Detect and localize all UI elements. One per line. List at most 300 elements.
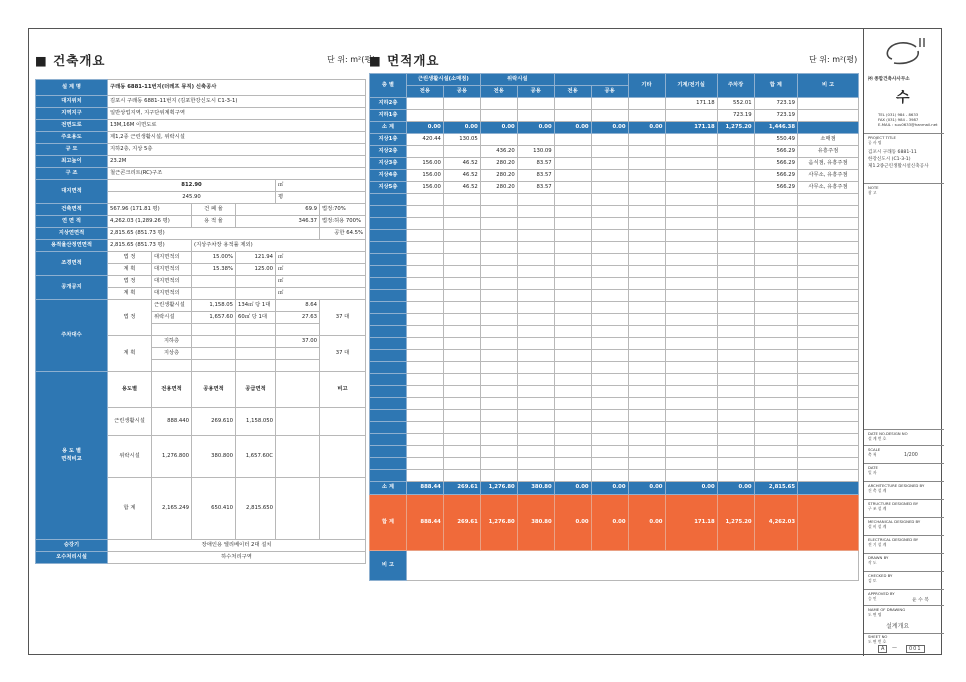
value-above-ground-gfa: 2,815.65 (851.73 평) xyxy=(108,228,320,240)
area-floor-note xyxy=(798,110,859,122)
area-cell: 552.01 xyxy=(717,98,754,110)
area-cell: 280.20 xyxy=(480,170,517,182)
value-above-ground-extra: 공한 64.5% xyxy=(320,228,366,240)
legal-floor-area-ratio: 법정:허용 700% xyxy=(320,216,366,228)
drawing-name: 설계개요 xyxy=(886,623,910,630)
tb-divider xyxy=(864,183,944,184)
header-floor: 층 별 xyxy=(370,74,407,98)
use-area-total-label: 합 계 xyxy=(108,478,152,540)
use-area-row-2-use: 위락시설 xyxy=(108,436,152,478)
area-cell xyxy=(554,134,591,146)
area-total-cell: 171.18 xyxy=(665,495,717,551)
area-total-cell: 0.00 xyxy=(591,495,628,551)
tb-divider xyxy=(864,535,944,536)
area-cell xyxy=(591,134,628,146)
mech-sub: 설 비 설 계 xyxy=(868,524,887,529)
area-cell xyxy=(591,146,628,158)
parking-legal-std-1: 134㎡ 당 1대 xyxy=(236,300,276,312)
use-area-row-2-common: 380.800 xyxy=(192,436,236,478)
area-floor-label: 지상3층 xyxy=(370,158,407,170)
landscape-plan-base: 대지면적의 xyxy=(152,264,192,276)
use-area-row-1-common: 269.610 xyxy=(192,408,236,436)
office-label: ㈜ 종합건축사사무소 xyxy=(868,77,910,82)
sheet-prefix: A xyxy=(878,645,887,653)
office-tel: TEL (031) 984 - 8633 xyxy=(878,112,919,117)
area-cell xyxy=(554,146,591,158)
area-subtotal-cell: 888.44 xyxy=(406,482,443,495)
use-area-header-use: 용도별 xyxy=(108,372,152,408)
design-no-label: DATE NO.DESIGN NO xyxy=(868,431,908,436)
site-area-py-unit: 평 xyxy=(276,192,366,204)
use-area-header-remark: 비고 xyxy=(320,372,366,408)
value-far-gfa: 2,815.65 (851.73 평) xyxy=(108,240,192,252)
area-empty-row xyxy=(370,218,859,230)
parking-legal-std-2: 60㎡ 당 1대 xyxy=(236,312,276,324)
area-empty-row xyxy=(370,470,859,482)
value-elevator: 장애인용 엘리베이터 2대 설치 xyxy=(108,540,366,552)
area-cell: 566.29 xyxy=(754,146,797,158)
header-parking: 주차장 xyxy=(717,74,754,98)
area-cell: 1,275.20 xyxy=(717,122,754,134)
area-cell: 46.52 xyxy=(443,158,480,170)
area-cell xyxy=(717,158,754,170)
area-cell xyxy=(591,182,628,194)
parking-legal-total: 37 대 xyxy=(320,300,366,336)
area-floor-row xyxy=(370,182,859,194)
tb-divider xyxy=(864,589,944,590)
area-cell: 0.00 xyxy=(517,122,554,134)
parking-legal-count-2: 27.63 xyxy=(276,312,320,324)
area-cell: 0.00 xyxy=(628,122,665,134)
area-cell xyxy=(628,170,665,182)
area-cell: 0.00 xyxy=(406,122,443,134)
area-cell xyxy=(406,146,443,158)
area-empty-row xyxy=(370,242,859,254)
parking-legal-use-1: 근린생활시설 xyxy=(152,300,192,312)
label-use-area-comparison xyxy=(36,372,108,540)
note-far-gfa: (지상주차장 용적률 제외) xyxy=(192,240,366,252)
tb-divider xyxy=(864,571,944,572)
label-zone: 지역지구 xyxy=(36,108,108,120)
project-title-sub: 공 사 명 xyxy=(868,140,882,145)
approved-sub: 승 인 xyxy=(868,596,877,601)
area-cell xyxy=(406,110,443,122)
landscape-plan-unit: ㎡ xyxy=(276,264,366,276)
area-subtotal-cell: 0.00 xyxy=(717,482,754,495)
label-coverage-ratio: 건 폐 율 xyxy=(192,204,236,216)
area-cell: 156.00 xyxy=(406,170,443,182)
use-area-row-2-exclusive: 1,276.800 xyxy=(152,436,192,478)
area-floor-label: 지하1층 xyxy=(370,110,407,122)
label-sewage: 오수처리시설 xyxy=(36,552,108,564)
area-cell xyxy=(554,98,591,110)
area-cell xyxy=(480,98,517,110)
parking-plan-use-1: 지하층 xyxy=(152,336,192,348)
parking-plan-total: 37 대 xyxy=(320,336,366,372)
area-cell: 83.57 xyxy=(517,158,554,170)
scale-label: SCALE xyxy=(868,447,881,452)
header-note: 비 고 xyxy=(798,74,859,98)
use-area-header-exclusive: 전용면적 xyxy=(152,372,192,408)
value-floor-area-ratio: 346.37 xyxy=(236,216,320,228)
area-total-cell: 1,276.80 xyxy=(480,495,517,551)
area-cell: 0.00 xyxy=(443,122,480,134)
area-cell xyxy=(443,110,480,122)
area-empty-row xyxy=(370,266,859,278)
area-cell: 130.09 xyxy=(517,146,554,158)
label-project-name: 설 계 명 xyxy=(36,80,108,96)
area-cell xyxy=(717,170,754,182)
tb-divider xyxy=(864,429,944,430)
value-road: 13M,16M 이면도로 xyxy=(108,120,366,132)
parking-plan-use-2: 지상층 xyxy=(152,348,192,360)
area-cell: 723.19 xyxy=(754,98,797,110)
area-empty-row xyxy=(370,446,859,458)
header-sub-5: 전용 xyxy=(554,86,591,98)
struct-sub: 구 조 설 계 xyxy=(868,506,887,511)
label-location: 대지위치 xyxy=(36,96,108,108)
project-line-2: 한강신도시 (C1-3-1) xyxy=(868,157,911,162)
value-coverage-ratio: 69.9 xyxy=(236,204,320,216)
area-empty-row xyxy=(370,422,859,434)
date-sub: 일 자 xyxy=(868,470,877,475)
area-cell: 83.57 xyxy=(517,170,554,182)
label-above-ground-gfa: 지상연면적 xyxy=(36,228,108,240)
tb-divider xyxy=(864,553,944,554)
area-cell: 436.20 xyxy=(480,146,517,158)
checked-sub: 검 토 xyxy=(868,578,877,583)
area-floor-row xyxy=(370,158,859,170)
area-cell: 280.20 xyxy=(480,182,517,194)
building-overview-title: ■ 건축개요 xyxy=(35,53,106,68)
area-cell xyxy=(628,98,665,110)
parking-legal-count-1: 8.64 xyxy=(276,300,320,312)
value-scale: 지하2층, 지상 5층 xyxy=(108,144,366,156)
area-cell: 566.29 xyxy=(754,170,797,182)
area-subtotal-cell: 2,815.65 xyxy=(754,482,797,495)
header-mech: 기계/전기실 xyxy=(665,74,717,98)
area-cell: 280.20 xyxy=(480,158,517,170)
area-floor-label: 지상2층 xyxy=(370,146,407,158)
area-cell: 723.19 xyxy=(717,110,754,122)
area-subtotal-cell: 269.61 xyxy=(443,482,480,495)
label-landscape: 조경면적 xyxy=(36,252,108,276)
header-sub-2: 공용 xyxy=(443,86,480,98)
office-logo-icon xyxy=(864,33,944,73)
area-cell xyxy=(591,98,628,110)
use-area-row-1-supply: 1,158.050 xyxy=(236,408,276,436)
label-height: 최고높이 xyxy=(36,156,108,168)
label-scale: 규 모 xyxy=(36,144,108,156)
area-cell: 566.29 xyxy=(754,182,797,194)
area-cell: 420.44 xyxy=(406,134,443,146)
open-space-legal-unit: ㎡ xyxy=(276,276,366,288)
open-space-plan-unit: ㎡ xyxy=(276,288,366,300)
value-structure: 철근콘크리트(RC)구조 xyxy=(108,168,366,180)
label-open-space: 공개공지 xyxy=(36,276,108,300)
area-floor-row xyxy=(370,110,859,122)
value-project-name: 구래동 6881-11번지(더레프 뮤직) 신축공사 xyxy=(108,80,366,96)
site-area-m2: 812.90 xyxy=(108,180,276,192)
office-fax: FAX (031) 984 - 3987 xyxy=(878,117,919,122)
sheet-number: 001 xyxy=(906,645,925,653)
header-sub-6: 공용 xyxy=(591,86,628,98)
area-cell: 130.05 xyxy=(443,134,480,146)
area-cell xyxy=(480,110,517,122)
area-cell xyxy=(554,110,591,122)
area-floor-label: 지상1층 xyxy=(370,134,407,146)
area-floor-note: 음식점, 유흥주점 xyxy=(798,158,859,170)
area-cell xyxy=(717,146,754,158)
area-empty-row xyxy=(370,194,859,206)
project-line-1: 김포시 구래동 6881-11 xyxy=(868,150,917,155)
label-use: 주요용도 xyxy=(36,132,108,144)
area-cell xyxy=(480,134,517,146)
area-empty-row xyxy=(370,410,859,422)
value-building-area: 567.96 (171.81 평) xyxy=(108,204,192,216)
office-email: E-MAIL : suu0633@hanmail.net xyxy=(878,122,938,127)
area-floor-note: 사무소, 유흥주점 xyxy=(798,170,859,182)
area-empty-row xyxy=(370,326,859,338)
landscape-legal-base: 대지면적의 xyxy=(152,252,192,264)
value-use: 제1,2종 근린생활시설, 위락시설 xyxy=(108,132,366,144)
area-cell xyxy=(628,110,665,122)
label-floor-area-ratio: 용 적 율 xyxy=(192,216,236,228)
header-group-entertainment: 위락시설 xyxy=(480,74,554,86)
project-title-label: PROJECT TITLE xyxy=(868,135,896,140)
area-cell xyxy=(665,158,717,170)
area-cell xyxy=(517,110,554,122)
legal-coverage-ratio: 법정:70% xyxy=(320,204,366,216)
drawing-name-sub: 도 면 명 xyxy=(868,612,882,617)
area-empty-row xyxy=(370,398,859,410)
header-sub-3: 전용 xyxy=(480,86,517,98)
open-space-plan-base: 대지면적의 xyxy=(152,288,192,300)
area-empty-row xyxy=(370,386,859,398)
label-road: 전면도로 xyxy=(36,120,108,132)
area-cell xyxy=(717,182,754,194)
elec-label: ELECTRICAL DESIGNED BY xyxy=(868,537,919,542)
header-sub-4: 공용 xyxy=(517,86,554,98)
area-cell xyxy=(665,170,717,182)
area-total-label: 합 계 xyxy=(370,495,407,551)
value-zone: 일반상업지역, 지구단위계획구역 xyxy=(108,108,366,120)
drawing-sheet xyxy=(28,28,942,655)
approved-label: APPROVED BY xyxy=(868,591,895,596)
area-cell xyxy=(628,158,665,170)
area-cell xyxy=(517,134,554,146)
area-remarks-value xyxy=(406,551,858,581)
use-area-header-common: 공용면적 xyxy=(192,372,236,408)
tb-divider xyxy=(864,481,944,482)
open-space-legal-base: 대지면적의 xyxy=(152,276,192,288)
use-area-label-text: 용 도 별 면적비교 xyxy=(61,448,82,462)
area-empty-row xyxy=(370,434,859,446)
approved-name: 윤 수 복 xyxy=(912,598,929,603)
header-etc: 기타 xyxy=(628,74,665,98)
area-total-cell: 380.80 xyxy=(517,495,554,551)
mech-label: MECHANICAL DESIGNED BY xyxy=(868,519,921,524)
title-block xyxy=(863,29,943,656)
area-cell: 723.19 xyxy=(754,110,797,122)
landscape-plan-value: 125.00 xyxy=(236,264,276,276)
area-cell xyxy=(665,110,717,122)
area-empty-row xyxy=(370,254,859,266)
area-overview-title-text: 면적개요 xyxy=(387,53,440,68)
landscape-plan-pct: 15.38% xyxy=(192,264,236,276)
area-cell: 0.00 xyxy=(554,122,591,134)
area-blank-rows xyxy=(370,194,859,482)
tb-divider xyxy=(864,605,944,606)
parking-legal-area-1: 1,158.05 xyxy=(192,300,236,312)
building-overview-unit: 단 위: m²(평) xyxy=(327,55,376,64)
value-gfa: 4,262.03 (1,289.26 평) xyxy=(108,216,192,228)
note-label: NOTE xyxy=(868,185,879,190)
area-empty-row xyxy=(370,458,859,470)
building-overview-table xyxy=(35,79,366,564)
tb-divider xyxy=(864,133,944,134)
area-subtotal-row xyxy=(370,482,859,495)
area-cell xyxy=(665,134,717,146)
area-cell: 1,446.38 xyxy=(754,122,797,134)
use-area-row-2-supply: 1,657.60C xyxy=(236,436,276,478)
area-total-cell: 269.61 xyxy=(443,495,480,551)
project-line-3: 제1.2종근린생활시설신축공사 xyxy=(868,164,929,169)
scale-sub: 축 척 xyxy=(868,452,877,457)
area-floor-row xyxy=(370,98,859,110)
area-total-row xyxy=(370,495,859,551)
area-floor-note: 사무소, 유흥주점 xyxy=(798,182,859,194)
arch-label: ARCHITECTURE DESIGNED BY xyxy=(868,483,925,488)
label-site-area: 대지면적 xyxy=(36,180,108,204)
tb-divider xyxy=(864,499,944,500)
area-cell: 46.52 xyxy=(443,182,480,194)
header-total: 합 계 xyxy=(754,74,797,98)
area-cell xyxy=(665,146,717,158)
area-empty-row xyxy=(370,338,859,350)
area-cell: 171.18 xyxy=(665,122,717,134)
area-cell xyxy=(406,98,443,110)
area-floor-row xyxy=(370,146,859,158)
area-empty-row xyxy=(370,278,859,290)
tb-divider xyxy=(864,517,944,518)
open-space-plan-kind: 계 획 xyxy=(108,288,152,300)
area-floor-subtotal-row xyxy=(370,122,859,134)
use-area-row-1-use: 근린생활시설 xyxy=(108,408,152,436)
area-cell xyxy=(443,98,480,110)
open-space-legal-kind: 법 정 xyxy=(108,276,152,288)
drawn-label: DRAWN BY xyxy=(868,555,889,560)
area-total-cell: 1,275.20 xyxy=(717,495,754,551)
site-area-py: 245.90 xyxy=(108,192,276,204)
area-subtotal-cell: 0.00 xyxy=(591,482,628,495)
area-cell: 0.00 xyxy=(480,122,517,134)
use-area-total-supply: 2,815.650 xyxy=(236,478,276,540)
area-total-cell: 4,262.03 xyxy=(754,495,797,551)
area-floor-label: 지하2층 xyxy=(370,98,407,110)
area-rows xyxy=(370,98,859,194)
drawing-name-label: NAME OF DRAWING xyxy=(868,607,906,612)
site-area-m2-unit: ㎡ xyxy=(276,180,366,192)
drawn-sub: 작 도 xyxy=(868,560,877,565)
area-cell xyxy=(591,110,628,122)
area-total-cell: 888.44 xyxy=(406,495,443,551)
area-floor-note xyxy=(798,98,859,110)
tb-divider xyxy=(864,463,944,464)
area-cell xyxy=(554,158,591,170)
landscape-legal-unit: ㎡ xyxy=(276,252,366,264)
building-overview-title-text: 건축개요 xyxy=(53,53,106,68)
area-cell: 0.00 xyxy=(591,122,628,134)
area-subtotal-cell: 0.00 xyxy=(665,482,717,495)
area-cell xyxy=(665,182,717,194)
area-empty-row xyxy=(370,314,859,326)
use-area-header-supply: 공급면적 xyxy=(236,372,276,408)
label-elevator: 승강기 xyxy=(36,540,108,552)
struct-label: STRUCTURE DESIGNED BY xyxy=(868,501,919,506)
area-subtotal-cell: 0.00 xyxy=(554,482,591,495)
landscape-legal-value: 121.94 xyxy=(236,252,276,264)
area-cell: 46.52 xyxy=(443,170,480,182)
label-far-gfa: 용적율산정연면적 xyxy=(36,240,108,252)
landscape-plan-kind: 계 획 xyxy=(108,264,152,276)
area-cell xyxy=(517,98,554,110)
parking-plan-count-1: 37.00 xyxy=(276,336,320,348)
area-total-cell: 0.00 xyxy=(628,495,665,551)
area-overview-table xyxy=(369,73,859,581)
area-floor-row xyxy=(370,170,859,182)
area-cell xyxy=(591,170,628,182)
note-sub: 참 고 xyxy=(868,190,877,195)
area-floor-note: 유흥주점 xyxy=(798,146,859,158)
area-cell xyxy=(628,182,665,194)
area-floor-row xyxy=(370,134,859,146)
area-empty-row xyxy=(370,290,859,302)
area-remarks-label: 비 고 xyxy=(370,551,407,581)
use-area-row-1-exclusive: 888.440 xyxy=(152,408,192,436)
area-subtotal-label: 소 계 xyxy=(370,482,407,495)
area-total-cell: 0.00 xyxy=(554,495,591,551)
label-structure: 구 조 xyxy=(36,168,108,180)
label-gfa: 연 면 적 xyxy=(36,216,108,228)
header-group-retail: 근린생활시설(소매점) xyxy=(406,74,480,86)
area-cell: 83.57 xyxy=(517,182,554,194)
use-area-total-exclusive: 2,165.249 xyxy=(152,478,192,540)
design-no-sub: 설 계 번 호 xyxy=(868,436,887,441)
area-subtotal-cell: 380.80 xyxy=(517,482,554,495)
area-empty-row xyxy=(370,374,859,386)
label-building-area: 건축면적 xyxy=(36,204,108,216)
area-cell: 156.00 xyxy=(406,158,443,170)
area-cell xyxy=(628,134,665,146)
area-cell: 156.00 xyxy=(406,182,443,194)
area-empty-row xyxy=(370,230,859,242)
sheet-no-sub: 도 면 번 호 xyxy=(868,639,887,644)
office-name: 수 xyxy=(896,90,910,106)
header-sub-1: 전용 xyxy=(406,86,443,98)
checked-label: CHECKED BY xyxy=(868,573,893,578)
area-subtotal-cell: 1,276.80 xyxy=(480,482,517,495)
use-area-total-common: 650.410 xyxy=(192,478,236,540)
value-location: 김포시 구래동 6881-11번지 (김포한강신도시 C1-3-1) xyxy=(108,96,366,108)
parking-legal-area-2: 1,657.60 xyxy=(192,312,236,324)
area-cell: 566.29 xyxy=(754,158,797,170)
area-empty-row xyxy=(370,206,859,218)
area-floor-label: 소 계 xyxy=(370,122,407,134)
date-label: DATE xyxy=(868,465,878,470)
area-floor-note xyxy=(798,122,859,134)
area-cell xyxy=(554,182,591,194)
